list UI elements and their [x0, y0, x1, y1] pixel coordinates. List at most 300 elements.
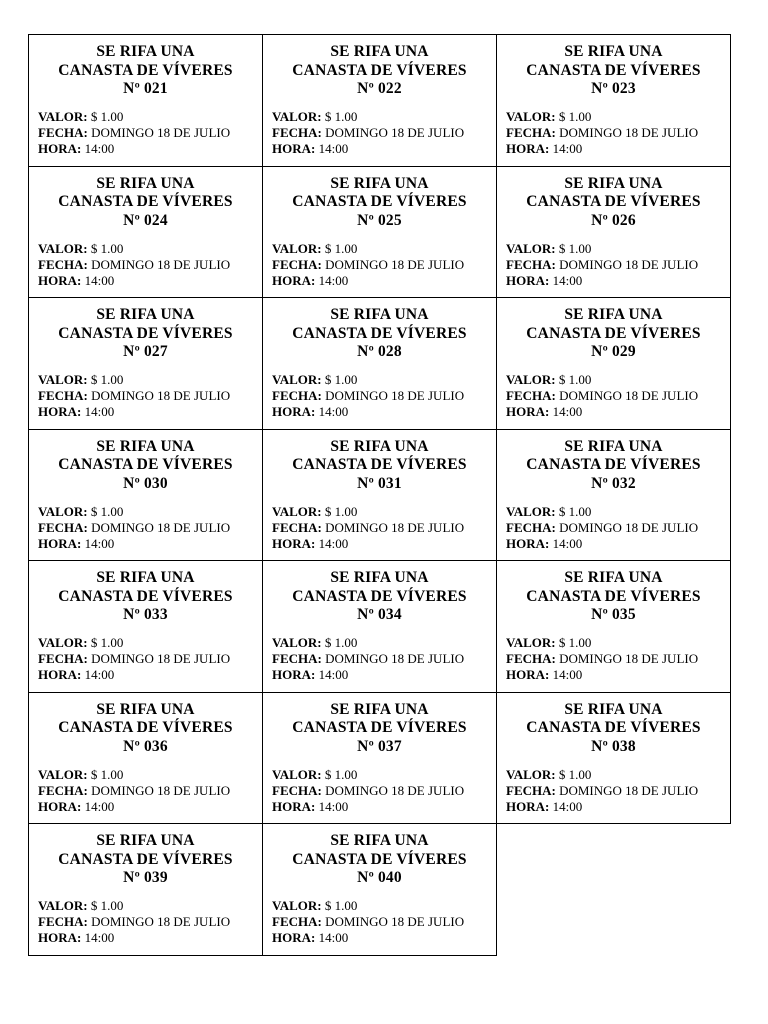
- ticket-heading: [263, 438, 496, 494]
- valor-row: [506, 504, 698, 520]
- hora-value: 14:00: [318, 272, 349, 288]
- hora-value: 14:00: [318, 667, 349, 683]
- ticket-number: Nº 035: [591, 606, 636, 623]
- ticket-title-line1: SE RIFA UNA: [564, 700, 663, 718]
- ticket-heading: [263, 701, 496, 757]
- fecha-value: DOMINGO 18 DE JULIO: [325, 125, 465, 141]
- ticket-details: [506, 109, 698, 158]
- ticket-details: [506, 504, 698, 553]
- raffle-ticket: [496, 166, 731, 299]
- ticket-title-line2: CANASTA DE VÍVERES: [292, 587, 467, 605]
- hora-value: 14:00: [318, 930, 349, 946]
- valor-row: [272, 372, 464, 388]
- ticket-heading: [263, 569, 496, 625]
- raffle-ticket: [262, 429, 497, 562]
- ticket-heading: [497, 701, 730, 757]
- fecha-value: DOMINGO 18 DE JULIO: [325, 256, 465, 272]
- ticket-title-line2: CANASTA DE VÍVERES: [58, 587, 233, 605]
- ticket-details: [272, 504, 464, 553]
- fecha-row: [38, 388, 230, 404]
- valor-row: [38, 504, 230, 520]
- hora-value: 14:00: [318, 798, 349, 814]
- ticket-title-line1: SE RIFA UNA: [330, 437, 429, 455]
- fecha-row: [38, 783, 230, 799]
- ticket-number: Nº 021: [123, 80, 168, 97]
- hora-label: HORA:: [506, 141, 550, 157]
- fecha-value: DOMINGO 18 DE JULIO: [91, 914, 231, 930]
- ticket-number: Nº 029: [591, 343, 636, 360]
- fecha-value: DOMINGO 18 DE JULIO: [91, 651, 231, 667]
- ticket-details: [38, 372, 230, 421]
- hora-label: HORA:: [506, 535, 550, 551]
- hora-label: HORA:: [506, 667, 550, 683]
- raffle-ticket: [28, 560, 263, 693]
- raffle-ticket: [496, 429, 731, 562]
- ticket-title-line2: CANASTA DE VÍVERES: [58, 193, 233, 210]
- hora-row: [506, 141, 698, 157]
- fecha-value: DOMINGO 18 DE JULIO: [559, 651, 699, 667]
- fecha-label: FECHA:: [272, 914, 322, 930]
- fecha-label: FECHA:: [506, 125, 556, 141]
- valor-row: [38, 241, 230, 257]
- fecha-value: DOMINGO 18 DE JULIO: [559, 388, 699, 404]
- fecha-row: [272, 257, 464, 273]
- fecha-row: [506, 125, 698, 141]
- ticket-details: [272, 635, 464, 684]
- fecha-label: FECHA:: [38, 914, 88, 930]
- fecha-row: [506, 783, 698, 799]
- ticket-details: [38, 898, 230, 947]
- raffle-ticket: [262, 34, 497, 167]
- hora-label: HORA:: [272, 798, 316, 814]
- valor-value: $ 1.00: [558, 635, 592, 650]
- ticket-details: [506, 241, 698, 290]
- hora-value: 14:00: [84, 535, 115, 551]
- raffle-ticket: [28, 34, 263, 167]
- fecha-label: FECHA:: [506, 256, 556, 272]
- valor-row: [38, 635, 230, 651]
- hora-row: [38, 404, 230, 420]
- hora-label: HORA:: [38, 930, 82, 946]
- ticket-heading: [263, 306, 496, 362]
- valor-row: [38, 109, 230, 125]
- hora-label: HORA:: [272, 930, 316, 946]
- valor-value: $ 1.00: [558, 766, 592, 782]
- ticket-number: Nº 023: [591, 80, 636, 97]
- ticket-number: Nº 022: [357, 80, 402, 97]
- ticket-title-line2: CANASTA DE VÍVERES: [526, 61, 701, 79]
- ticket-details: [272, 372, 464, 421]
- ticket-title-line2: CANASTA DE VÍVERES: [292, 456, 467, 473]
- hora-row: [272, 536, 464, 552]
- valor-label: VALOR:: [506, 635, 556, 650]
- fecha-value: DOMINGO 18 DE JULIO: [559, 125, 699, 141]
- hora-row: [272, 141, 464, 157]
- hora-row: [506, 536, 698, 552]
- valor-label: VALOR:: [272, 898, 322, 913]
- hora-row: [506, 667, 698, 683]
- ticket-number: Nº 033: [123, 606, 168, 623]
- valor-label: VALOR:: [38, 635, 88, 650]
- ticket-details: [272, 241, 464, 290]
- ticket-number: Nº 037: [357, 737, 402, 755]
- hora-row: [38, 930, 230, 946]
- fecha-row: [38, 520, 230, 536]
- raffle-ticket: [28, 297, 263, 430]
- ticket-title-line2: CANASTA DE VÍVERES: [526, 324, 701, 342]
- valor-row: [506, 372, 698, 388]
- valor-row: [506, 109, 698, 125]
- hora-value: 14:00: [552, 404, 583, 420]
- valor-value: $ 1.00: [90, 635, 124, 650]
- valor-value: $ 1.00: [558, 503, 592, 519]
- fecha-label: FECHA:: [38, 651, 88, 667]
- ticket-title-line2: CANASTA DE VÍVERES: [292, 850, 467, 868]
- ticket-details: [38, 504, 230, 553]
- ticket-title-line1: SE RIFA UNA: [96, 832, 195, 849]
- fecha-row: [506, 520, 698, 536]
- valor-label: VALOR:: [506, 766, 556, 782]
- ticket-heading: [29, 175, 262, 231]
- valor-value: $ 1.00: [90, 109, 124, 124]
- ticket-title-line1: SE RIFA UNA: [96, 174, 195, 192]
- raffle-ticket: [262, 823, 497, 956]
- hora-label: HORA:: [506, 272, 550, 288]
- ticket-heading: [263, 43, 496, 99]
- fecha-label: FECHA:: [38, 782, 88, 798]
- fecha-label: FECHA:: [506, 782, 556, 798]
- valor-row: [272, 504, 464, 520]
- valor-value: $ 1.00: [324, 766, 358, 782]
- valor-value: $ 1.00: [324, 372, 358, 387]
- hora-value: 14:00: [84, 404, 115, 420]
- ticket-title-line2: CANASTA DE VÍVERES: [292, 193, 467, 210]
- ticket-heading: [263, 832, 496, 888]
- ticket-title-line1: SE RIFA UNA: [96, 437, 195, 455]
- fecha-label: FECHA:: [272, 782, 322, 798]
- valor-label: VALOR:: [506, 240, 556, 256]
- ticket-title-line2: CANASTA DE VÍVERES: [58, 324, 233, 342]
- valor-value: $ 1.00: [324, 503, 358, 519]
- ticket-title-line1: SE RIFA UNA: [330, 306, 429, 323]
- hora-label: HORA:: [272, 141, 316, 157]
- ticket-title-line2: CANASTA DE VÍVERES: [292, 324, 467, 342]
- hora-row: [38, 141, 230, 157]
- hora-value: 14:00: [84, 930, 115, 946]
- ticket-number: Nº 028: [357, 343, 402, 360]
- valor-row: [38, 767, 230, 783]
- fecha-row: [272, 651, 464, 667]
- hora-row: [272, 930, 464, 946]
- valor-row: [38, 372, 230, 388]
- hora-label: HORA:: [272, 535, 316, 551]
- hora-row: [38, 273, 230, 289]
- valor-value: $ 1.00: [90, 503, 124, 519]
- fecha-label: FECHA:: [38, 125, 88, 141]
- hora-label: HORA:: [38, 667, 82, 683]
- ticket-heading: [497, 43, 730, 99]
- ticket-title-line1: SE RIFA UNA: [564, 437, 663, 455]
- hora-label: HORA:: [506, 404, 550, 420]
- fecha-value: DOMINGO 18 DE JULIO: [91, 519, 231, 535]
- hora-row: [506, 799, 698, 815]
- ticket-title-line1: SE RIFA UNA: [564, 569, 663, 586]
- fecha-row: [272, 520, 464, 536]
- valor-row: [272, 635, 464, 651]
- ticket-number: Nº 038: [591, 737, 636, 755]
- ticket-title-line1: SE RIFA UNA: [330, 174, 429, 192]
- valor-label: VALOR:: [506, 372, 556, 387]
- ticket-details: [272, 767, 464, 816]
- fecha-row: [38, 914, 230, 930]
- valor-value: $ 1.00: [558, 109, 592, 124]
- hora-value: 14:00: [318, 535, 349, 551]
- ticket-title-line1: SE RIFA UNA: [330, 569, 429, 586]
- fecha-row: [506, 651, 698, 667]
- ticket-title-line2: CANASTA DE VÍVERES: [58, 719, 233, 736]
- valor-label: VALOR:: [272, 109, 322, 124]
- ticket-title-line1: SE RIFA UNA: [564, 306, 663, 323]
- valor-value: $ 1.00: [558, 372, 592, 387]
- raffle-ticket: [262, 692, 497, 825]
- valor-label: VALOR:: [272, 766, 322, 782]
- raffle-ticket: [262, 560, 497, 693]
- hora-value: 14:00: [318, 141, 349, 157]
- valor-value: $ 1.00: [90, 766, 124, 782]
- fecha-label: FECHA:: [38, 519, 88, 535]
- ticket-title-line2: CANASTA DE VÍVERES: [58, 850, 233, 868]
- fecha-value: DOMINGO 18 DE JULIO: [91, 256, 231, 272]
- fecha-value: DOMINGO 18 DE JULIO: [325, 914, 465, 930]
- hora-value: 14:00: [84, 798, 115, 814]
- ticket-details: [38, 767, 230, 816]
- fecha-label: FECHA:: [272, 256, 322, 272]
- ticket-number: Nº 025: [357, 211, 402, 229]
- ticket-heading: [263, 175, 496, 231]
- ticket-number: Nº 026: [591, 211, 636, 229]
- ticket-details: [506, 372, 698, 421]
- valor-value: $ 1.00: [324, 109, 358, 124]
- hora-label: HORA:: [38, 798, 82, 814]
- fecha-value: DOMINGO 18 DE JULIO: [91, 782, 231, 798]
- valor-value: $ 1.00: [90, 240, 124, 256]
- ticket-details: [506, 635, 698, 684]
- hora-row: [38, 536, 230, 552]
- valor-label: VALOR:: [38, 898, 88, 913]
- ticket-title-line2: CANASTA DE VÍVERES: [526, 193, 701, 210]
- ticket-number: Nº 027: [123, 343, 168, 360]
- hora-label: HORA:: [272, 667, 316, 683]
- raffle-ticket: [262, 166, 497, 299]
- hora-label: HORA:: [506, 798, 550, 814]
- fecha-row: [38, 651, 230, 667]
- hora-row: [272, 667, 464, 683]
- ticket-heading: [29, 306, 262, 362]
- hora-label: HORA:: [272, 404, 316, 420]
- valor-label: VALOR:: [38, 503, 88, 519]
- ticket-title-line2: CANASTA DE VÍVERES: [526, 719, 701, 736]
- fecha-row: [272, 388, 464, 404]
- hora-label: HORA:: [272, 272, 316, 288]
- valor-label: VALOR:: [272, 503, 322, 519]
- raffle-ticket: [496, 692, 731, 825]
- ticket-number: Nº 034: [357, 606, 402, 623]
- valor-value: $ 1.00: [90, 898, 124, 913]
- fecha-value: DOMINGO 18 DE JULIO: [559, 519, 699, 535]
- hora-value: 14:00: [552, 667, 583, 683]
- valor-label: VALOR:: [38, 109, 88, 124]
- valor-label: VALOR:: [38, 766, 88, 782]
- fecha-label: FECHA:: [506, 651, 556, 667]
- raffle-ticket: [28, 692, 263, 825]
- valor-row: [272, 241, 464, 257]
- fecha-value: DOMINGO 18 DE JULIO: [91, 388, 231, 404]
- ticket-details: [38, 109, 230, 158]
- ticket-heading: [29, 43, 262, 99]
- raffle-ticket: [28, 166, 263, 299]
- valor-row: [506, 767, 698, 783]
- hora-value: 14:00: [84, 141, 115, 157]
- valor-value: $ 1.00: [324, 240, 358, 256]
- ticket-title-line1: SE RIFA UNA: [96, 700, 195, 718]
- hora-value: 14:00: [552, 798, 583, 814]
- ticket-title-line1: SE RIFA UNA: [96, 569, 195, 586]
- valor-row: [272, 898, 464, 914]
- ticket-heading: [497, 438, 730, 494]
- ticket-number: Nº 031: [357, 474, 402, 492]
- hora-row: [506, 404, 698, 420]
- valor-label: VALOR:: [38, 240, 88, 256]
- ticket-title-line1: SE RIFA UNA: [564, 43, 663, 60]
- valor-value: $ 1.00: [324, 898, 358, 913]
- valor-row: [38, 898, 230, 914]
- fecha-value: DOMINGO 18 DE JULIO: [325, 388, 465, 404]
- ticket-title-line1: SE RIFA UNA: [96, 306, 195, 323]
- ticket-details: [272, 109, 464, 158]
- hora-label: HORA:: [38, 404, 82, 420]
- fecha-value: DOMINGO 18 DE JULIO: [325, 519, 465, 535]
- ticket-title-line2: CANASTA DE VÍVERES: [526, 456, 701, 473]
- hora-value: 14:00: [552, 141, 583, 157]
- valor-value: $ 1.00: [90, 372, 124, 387]
- ticket-number: Nº 032: [591, 474, 636, 492]
- valor-label: VALOR:: [38, 372, 88, 387]
- fecha-label: FECHA:: [38, 388, 88, 404]
- hora-value: 14:00: [552, 535, 583, 551]
- fecha-label: FECHA:: [38, 256, 88, 272]
- ticket-heading: [29, 438, 262, 494]
- ticket-title-line1: SE RIFA UNA: [96, 43, 195, 60]
- raffle-ticket: [496, 34, 731, 167]
- hora-value: 14:00: [552, 272, 583, 288]
- valor-value: $ 1.00: [558, 240, 592, 256]
- valor-row: [272, 767, 464, 783]
- fecha-row: [506, 388, 698, 404]
- ticket-title-line2: CANASTA DE VÍVERES: [292, 61, 467, 79]
- hora-label: HORA:: [38, 535, 82, 551]
- ticket-heading: [29, 569, 262, 625]
- ticket-heading: [497, 569, 730, 625]
- fecha-value: DOMINGO 18 DE JULIO: [91, 125, 231, 141]
- raffle-ticket: [28, 823, 263, 956]
- fecha-label: FECHA:: [272, 519, 322, 535]
- valor-label: VALOR:: [506, 503, 556, 519]
- hora-row: [272, 273, 464, 289]
- fecha-row: [38, 257, 230, 273]
- hora-label: HORA:: [38, 272, 82, 288]
- ticket-details: [272, 898, 464, 947]
- ticket-title-line1: SE RIFA UNA: [330, 700, 429, 718]
- raffle-ticket: [496, 560, 731, 693]
- ticket-details: [38, 635, 230, 684]
- ticket-title-line1: SE RIFA UNA: [564, 174, 663, 192]
- ticket-title-line2: CANASTA DE VÍVERES: [292, 719, 467, 736]
- fecha-label: FECHA:: [272, 125, 322, 141]
- raffle-ticket: [28, 429, 263, 562]
- fecha-value: DOMINGO 18 DE JULIO: [559, 782, 699, 798]
- fecha-row: [272, 914, 464, 930]
- ticket-number: Nº 040: [357, 869, 402, 886]
- fecha-label: FECHA:: [506, 388, 556, 404]
- ticket-heading: [497, 306, 730, 362]
- hora-row: [272, 799, 464, 815]
- fecha-value: DOMINGO 18 DE JULIO: [325, 651, 465, 667]
- valor-row: [506, 635, 698, 651]
- hora-value: 14:00: [84, 272, 115, 288]
- valor-value: $ 1.00: [324, 635, 358, 650]
- fecha-label: FECHA:: [272, 388, 322, 404]
- ticket-details: [506, 767, 698, 816]
- fecha-label: FECHA:: [272, 651, 322, 667]
- hora-row: [272, 404, 464, 420]
- ticket-details: [38, 241, 230, 290]
- valor-label: VALOR:: [272, 635, 322, 650]
- raffle-ticket: [262, 297, 497, 430]
- fecha-row: [38, 125, 230, 141]
- ticket-number: Nº 036: [123, 737, 168, 755]
- ticket-title-line2: CANASTA DE VÍVERES: [526, 587, 701, 605]
- hora-label: HORA:: [38, 141, 82, 157]
- ticket-number: Nº 024: [123, 211, 168, 229]
- ticket-heading: [497, 175, 730, 231]
- fecha-value: DOMINGO 18 DE JULIO: [559, 256, 699, 272]
- ticket-title-line1: SE RIFA UNA: [330, 832, 429, 849]
- ticket-title-line2: CANASTA DE VÍVERES: [58, 456, 233, 473]
- hora-value: 14:00: [318, 404, 349, 420]
- ticket-title-line2: CANASTA DE VÍVERES: [58, 61, 233, 79]
- ticket-title-line1: SE RIFA UNA: [330, 43, 429, 60]
- valor-row: [506, 241, 698, 257]
- hora-row: [38, 799, 230, 815]
- valor-label: VALOR:: [272, 240, 322, 256]
- fecha-row: [506, 257, 698, 273]
- raffle-ticket: [496, 297, 731, 430]
- valor-row: [272, 109, 464, 125]
- valor-label: VALOR:: [506, 109, 556, 124]
- fecha-label: FECHA:: [506, 519, 556, 535]
- ticket-heading: [29, 701, 262, 757]
- hora-row: [506, 273, 698, 289]
- fecha-row: [272, 125, 464, 141]
- hora-row: [38, 667, 230, 683]
- ticket-number: Nº 039: [123, 869, 168, 886]
- hora-value: 14:00: [84, 667, 115, 683]
- ticket-number: Nº 030: [123, 474, 168, 492]
- valor-label: VALOR:: [272, 372, 322, 387]
- fecha-row: [272, 783, 464, 799]
- ticket-heading: [29, 832, 262, 888]
- fecha-value: DOMINGO 18 DE JULIO: [325, 782, 465, 798]
